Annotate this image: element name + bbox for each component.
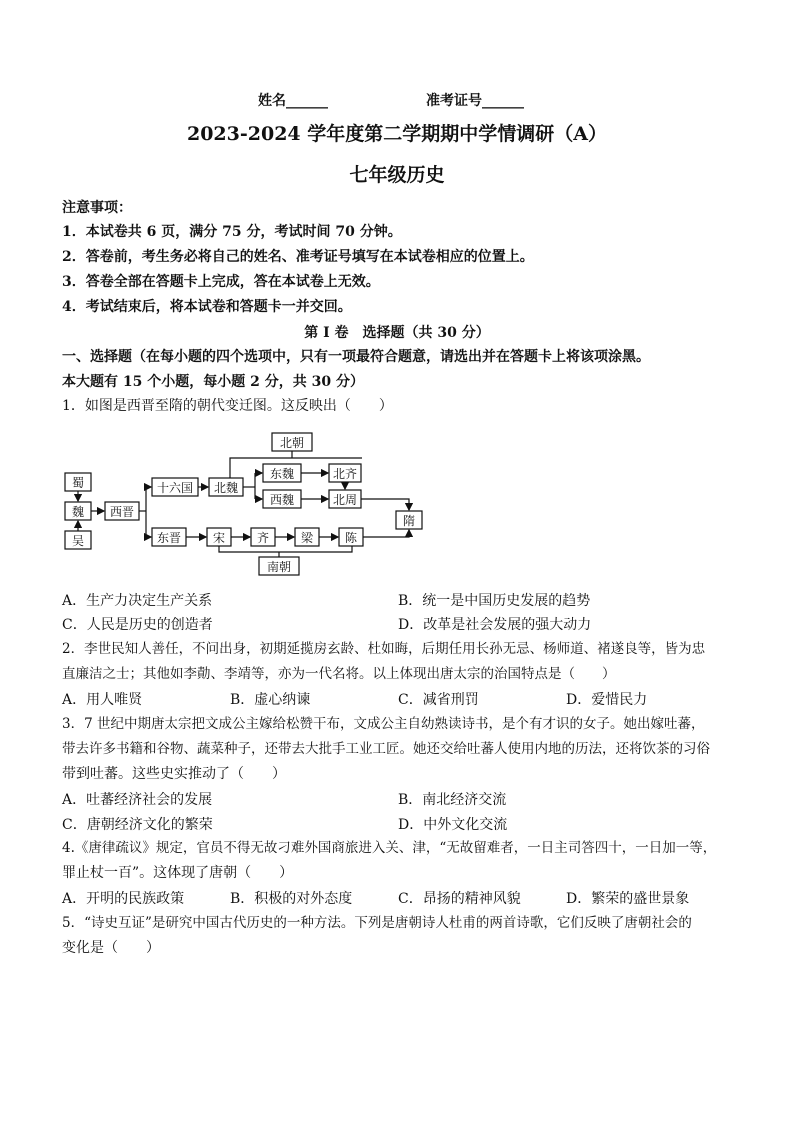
node-wu: 吴	[71, 534, 85, 548]
note-item: 2．答卷前，考生务必将自己的姓名、准考证号填写在本试卷相应的位置上。	[62, 249, 534, 265]
section-instructions: 一、选择题（在每小题的四个选项中，只有一项最符合题意，请选出并在答题卡上将该项涂黑。	[62, 349, 650, 365]
name-field: 姓名______	[258, 93, 328, 109]
note-item: 3．答卷全部在答题卡上完成，答在本试卷上无效。	[62, 274, 380, 290]
q2-option-c[interactable]: C．减省刑罚	[398, 692, 479, 708]
node-song: 宋	[212, 531, 226, 545]
section-instructions-cont: 本大题有 15 个小题，每小题 2 分，共 30 分）	[62, 374, 364, 390]
question-5-stem: 5．“诗史互证”是研究中国古代历史的一种方法。下列是唐朝诗人杜甫的两首诗歌，它们反映了唐朝社会的	[62, 915, 692, 931]
question-5-stem-cont: 变化是（ ）	[62, 940, 160, 956]
q1-option-b[interactable]: B．统一是中国历史发展的趋势	[398, 593, 591, 609]
dynasty-diagram	[62, 430, 442, 580]
q2-option-b[interactable]: B．虚心纳谏	[230, 692, 311, 708]
node-shu: 蜀	[71, 476, 85, 490]
node-dongjin: 东晋	[156, 531, 182, 545]
page-subtitle: 七年级历史	[349, 164, 445, 186]
q2-option-a[interactable]: A．用人唯贤	[62, 692, 143, 708]
question-2-stem: 2．李世民知人善任，不问出身，初期延揽房玄龄、杜如晦，后期任用长孙无忌、杨师道、褚遂良等，皆为忠	[62, 641, 706, 657]
q2-option-d[interactable]: D．爱惜民力	[566, 692, 648, 708]
node-qi: 齐	[256, 531, 270, 545]
note-item: 1．本试卷共 6 页，满分 75 分，考试时间 70 分钟。	[62, 224, 402, 240]
question-4-stem: 4.《唐律疏议》规定，官员不得无故刁难外国商旅进入关、津，“无故留难者，一日主司答四十，一日加一等，	[62, 840, 717, 856]
node-sui: 隋	[402, 514, 416, 528]
node-dongwei: 东魏	[269, 467, 295, 481]
node-xijin: 西晋	[109, 505, 135, 519]
q4-option-d[interactable]: D．繁荣的盛世景象	[566, 891, 690, 907]
node-shiliuguo: 十六国	[156, 481, 194, 495]
notes-heading: 注意事项：	[62, 200, 132, 216]
q4-option-c[interactable]: C．昂扬的精神风貌	[398, 891, 521, 907]
q3-option-d[interactable]: D．中外文化交流	[398, 817, 508, 833]
node-liang: 梁	[300, 531, 314, 545]
q3-option-b[interactable]: B．南北经济交流	[398, 792, 507, 808]
q3-option-c[interactable]: C．唐朝经济文化的繁荣	[62, 817, 213, 833]
question-2-stem-cont: 直廉洁之士；其他如李勣、李靖等，亦为一代名将。以上体现出唐太宗的治国特点是（ ）	[62, 666, 616, 682]
q1-option-c[interactable]: C．人民是历史的创造者	[62, 617, 213, 633]
label-beichao: 北朝	[279, 436, 305, 450]
node-xiwei: 西魏	[269, 493, 295, 507]
node-wei: 魏	[71, 505, 85, 519]
section-title: 第 I 卷 选择题（共 30 分）	[304, 325, 490, 341]
exam-id-field: 准考证号______	[426, 93, 524, 109]
node-beiqi: 北齐	[332, 467, 358, 481]
label-nanchao: 南朝	[266, 560, 292, 574]
question-3-stem-cont: 带去许多书籍和谷物、蔬菜种子，还带去大批手工业工匠。她还交给吐蕃人使用内地的历法，还将饮茶的习俗	[62, 741, 710, 757]
q4-option-b[interactable]: B．积极的对外态度	[230, 891, 353, 907]
question-1-stem: 1．如图是西晋至隋的朝代变迁图。这反映出（ ）	[62, 398, 393, 414]
question-4-stem-cont: 罪止杖一百”。这体现了唐朝（ ）	[62, 865, 294, 881]
q3-option-a[interactable]: A．吐蕃经济社会的发展	[62, 792, 213, 808]
q1-option-a[interactable]: A．生产力决定生产关系	[62, 593, 213, 609]
note-item: 4．考试结束后，将本试卷和答题卡一并交回。	[62, 299, 352, 315]
node-beizhou: 北周	[332, 493, 358, 507]
node-chen: 陈	[344, 531, 358, 545]
q1-option-d[interactable]: D．改革是社会发展的强大动力	[398, 617, 592, 633]
question-3-stem-cont: 带到吐蕃。这些史实推动了（ ）	[62, 766, 286, 782]
page-title: 2023-2024 学年度第二学期期中学情调研（A）	[186, 123, 607, 145]
node-beiwei: 北魏	[213, 481, 239, 495]
q4-option-a[interactable]: A．开明的民族政策	[62, 891, 185, 907]
question-3-stem: 3．7 世纪中期唐太宗把文成公主嫁给松赞干布，文成公主自幼熟读诗书，是个有才识的女子。她出嫁吐蕃，	[62, 716, 705, 732]
